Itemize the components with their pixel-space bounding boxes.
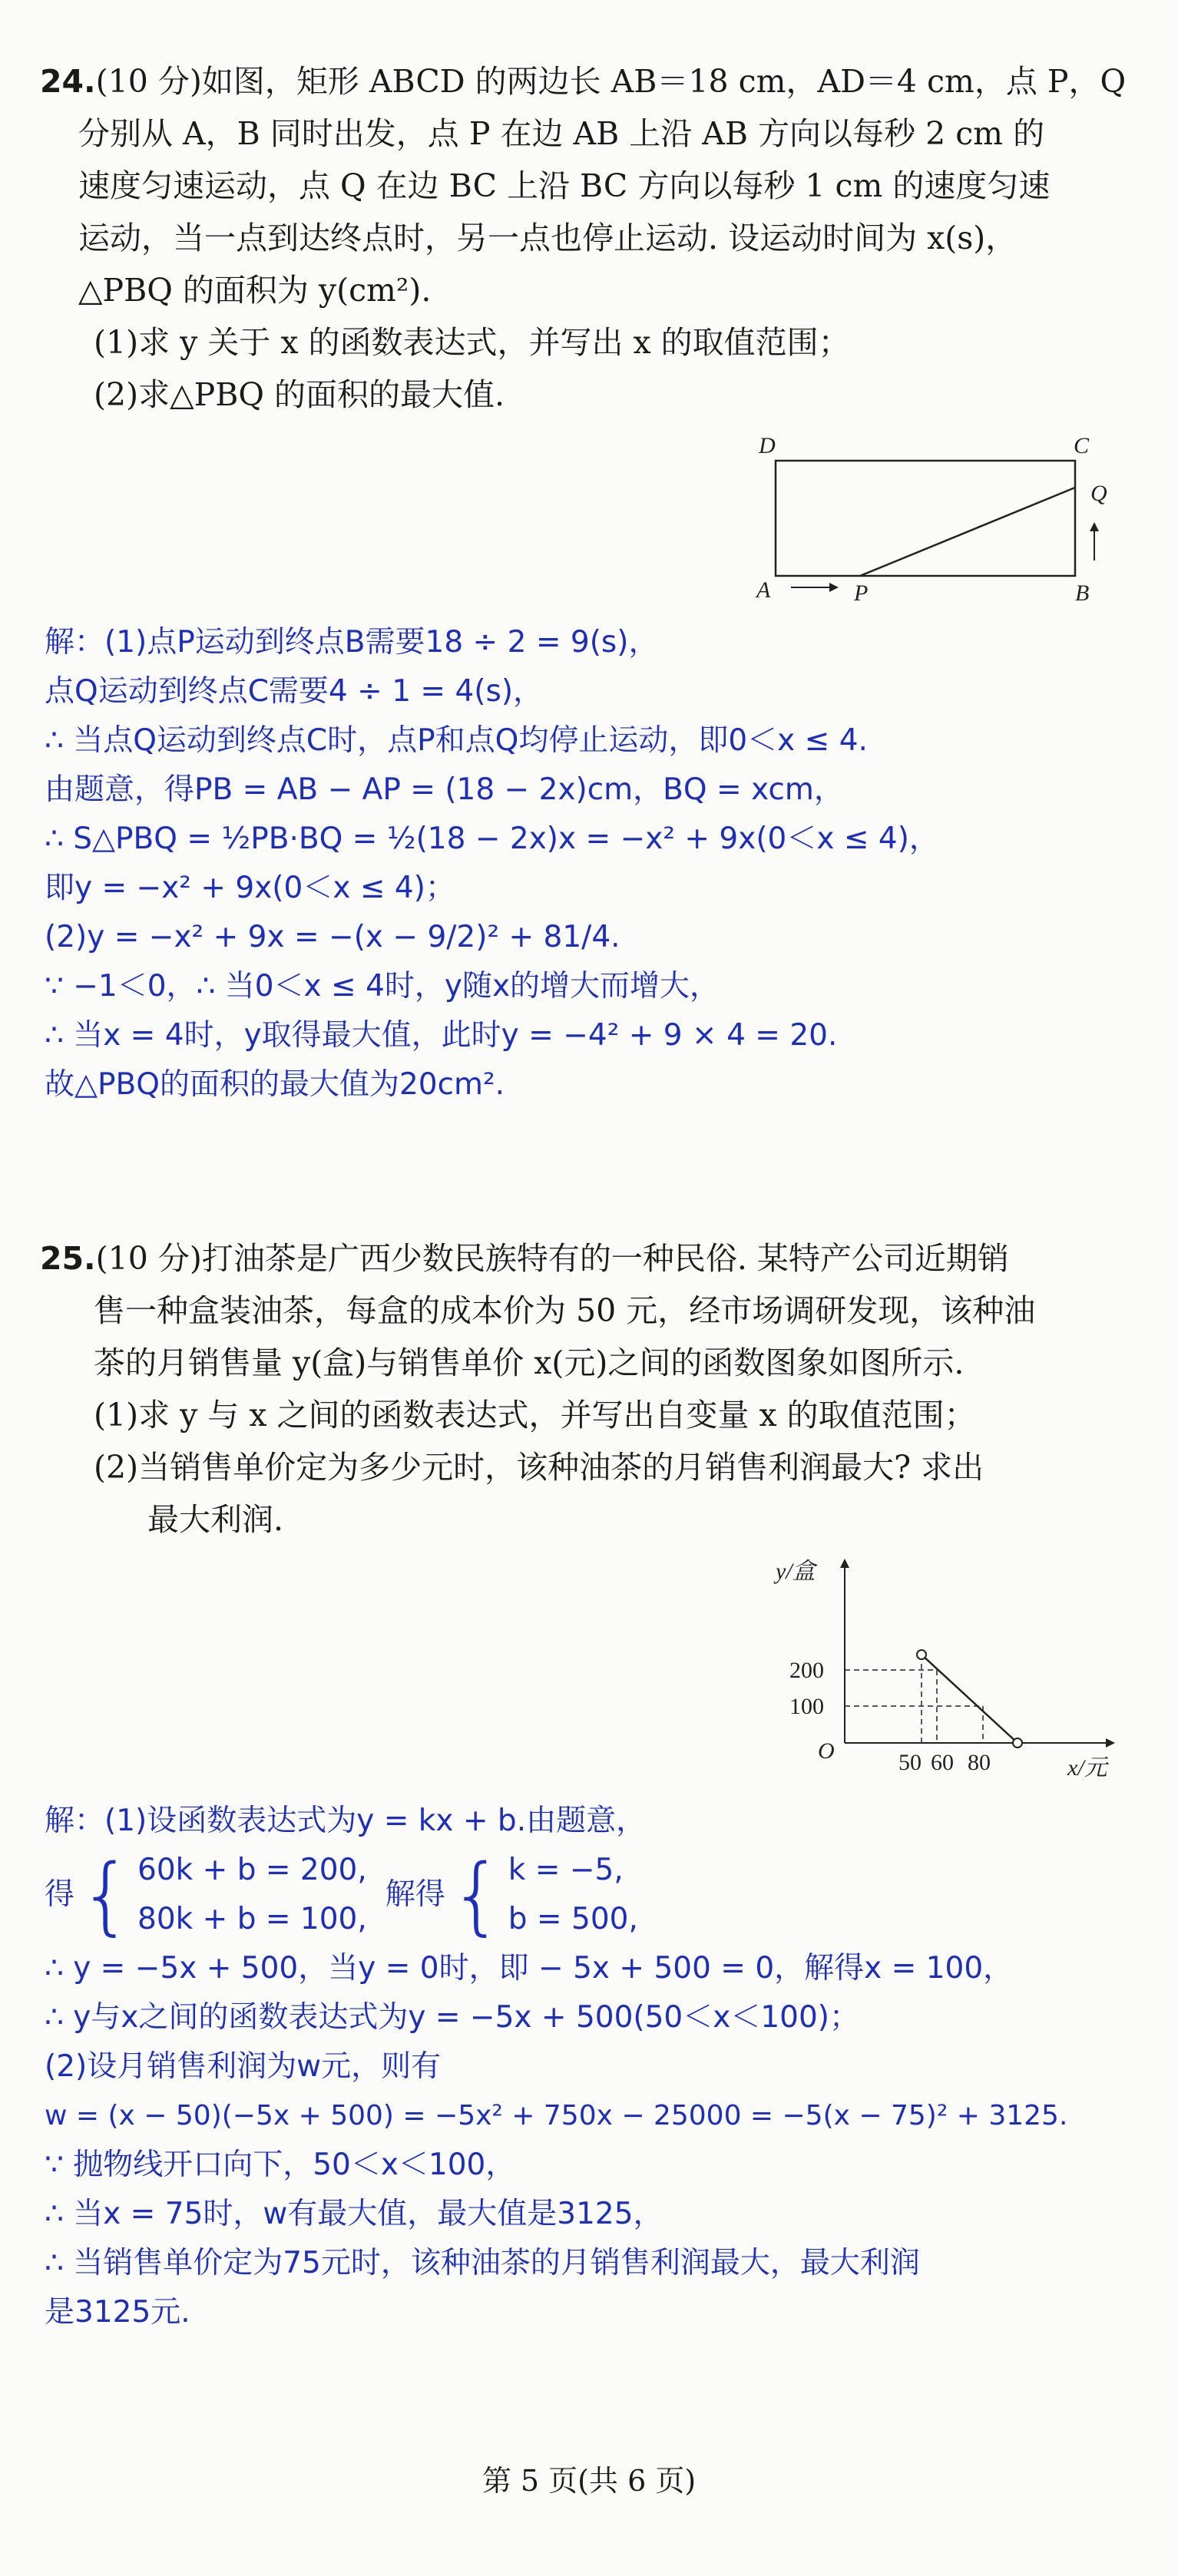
sales-graph <box>760 1551 1121 1781</box>
label-b: B <box>1075 580 1090 606</box>
solution-line: ∴ y = −5x + 500，当y = 0时，即 − 5x + 500 = 0，解得x = 100， <box>45 1951 1014 1986</box>
solution-line: w = (x − 50)(−5x + 500) = −5x² + 750x − 25000 = −5(x − 75)² + 3125. <box>45 2100 1068 2131</box>
page-footer: 第 5 页(共 6 页) <box>481 2464 697 2498</box>
open-endpoint-right <box>1013 1738 1022 1748</box>
question-number: 24. <box>40 63 96 100</box>
x-tick-60: 60 <box>931 1750 954 1775</box>
question-25-line: 最大利润. <box>147 1501 284 1538</box>
label-d: D <box>759 433 776 458</box>
question-25-subquestion: (1)求 y 与 x 之间的函数表达式，并写出自变量 x 的取值范围； <box>94 1397 976 1433</box>
solution-line: 故△PBQ的面积的最大值为20cm². <box>45 1067 505 1102</box>
solution-line: (2)y = −x² + 9x = −(x − 9/2)² + 81/4. <box>45 920 620 954</box>
question-25-subquestion: (2)当销售单价定为多少元时，该种油茶的月销售利润最大? 求出 <box>94 1449 984 1486</box>
label-c: C <box>1074 433 1090 458</box>
question-24 <box>40 55 1127 421</box>
segment-pq <box>860 488 1075 576</box>
question-25 <box>40 1232 1115 1546</box>
label-p: P <box>854 580 869 606</box>
question-24-line: 运动，当一点到达终点时，另一点也停止运动. 设运动时间为 x(s)， <box>78 220 1018 256</box>
x-tick-80: 80 <box>968 1750 991 1775</box>
solution-line: ∴ 当点Q运动到终点C时，点P和点Q均停止运动，即0＜x ≤ 4. <box>45 723 868 758</box>
solution-line: 是3125元. <box>45 2295 190 2330</box>
label-a: A <box>756 577 771 603</box>
label-q: Q <box>1090 481 1107 506</box>
question-25-line: 售一种盒装油茶，每盒的成本价为 50 元，经市场调研发现，该种油 <box>94 1292 1036 1329</box>
function-line <box>922 1655 1018 1743</box>
y-axis-label: y/盒 <box>776 1559 816 1584</box>
question-24-line: 24.(10 分)如图，矩形 ABCD 的两边长 AB＝18 cm，AD＝4 cm，点 P，Q <box>40 63 1127 100</box>
equation: k = −5, <box>508 1853 624 1887</box>
arrow-right-head-icon <box>829 583 839 592</box>
solution-line: ∴ 当销售单价定为75元时，该种油茶的月销售利润最大，最大利润 <box>45 2246 920 2280</box>
equation-system-2 <box>508 1846 638 1944</box>
y-axis-arrow-icon <box>840 1559 849 1568</box>
equation: b = 500, <box>508 1902 638 1936</box>
x-tick-50: 50 <box>898 1750 922 1775</box>
solution-line: ∴ S△PBQ = ½PB·BQ = ½(18 − 2x)x = −x² + 9x(0＜x ≤ 4)， <box>45 822 939 856</box>
question-24-line: 速度匀速运动，点 Q 在边 BC 上沿 BC 方向以每秒 1 cm 的速度匀速 <box>78 167 1051 204</box>
equation: 60k + b = 200, <box>137 1853 367 1887</box>
question-25-line: 茶的月销售量 y(盒)与销售单价 x(元)之间的函数图象如图所示. <box>94 1344 965 1381</box>
equation-systems <box>45 1846 1135 1944</box>
solution-text: 得 <box>45 1877 75 1912</box>
solution-24 <box>45 618 1135 1109</box>
y-tick-100: 100 <box>789 1694 824 1719</box>
rectangle-abcd <box>776 461 1075 576</box>
solution-line: (2)设月销售利润为w元，则有 <box>45 2049 442 2084</box>
solution-line: ∵ −1＜0，∴ 当0＜x ≤ 4时，y随x的增大而增大， <box>45 969 720 1004</box>
solution-line: 解：(1)设函数表达式为y = kx + b.由题意， <box>45 1804 647 1838</box>
equation-system-1 <box>137 1846 367 1944</box>
question-24-subquestion: (2)求△PBQ 的面积的最大值. <box>94 376 505 413</box>
open-endpoint-left <box>917 1650 926 1659</box>
solution-line: ∴ y与x之间的函数表达式为y = −5x + 500(50＜x＜100)； <box>45 2000 859 2035</box>
rectangle-figure <box>753 430 1121 622</box>
question-24-line: 分别从 A，B 同时出发，点 P 在边 AB 上沿 AB 方向以每秒 2 cm 的 <box>78 115 1045 152</box>
solution-25 <box>45 1797 1135 2337</box>
brace-icon: { <box>449 1846 504 1944</box>
x-axis-label: x/元 <box>1067 1755 1107 1781</box>
question-24-subquestion: (1)求 y 关于 x 的函数表达式，并写出 x 的取值范围； <box>94 324 850 361</box>
question-number: 25. <box>40 1240 96 1277</box>
solution-line: ∵ 抛物线开口向下，50＜x＜100， <box>45 2148 516 2182</box>
origin-label: O <box>818 1738 835 1764</box>
y-tick-200: 200 <box>789 1658 824 1683</box>
arrow-up-head-icon <box>1090 522 1099 531</box>
solution-line: 点Q运动到终点C需要4 ÷ 1 = 4(s)， <box>45 674 544 709</box>
x-axis-arrow-icon <box>1106 1738 1115 1748</box>
solution-line: 解：(1)点P运动到终点B需要18 ÷ 2 = 9(s)， <box>45 625 659 660</box>
equation: 80k + b = 100, <box>137 1902 367 1936</box>
brace-icon: { <box>79 1846 134 1944</box>
solution-line: ∴ 当x = 75时，w有最大值，最大值是3125， <box>45 2197 663 2231</box>
solution-text: 解得 <box>385 1877 445 1912</box>
question-24-line: △PBQ 的面积为 y(cm²). <box>78 272 432 309</box>
solution-line: 由题意，得PB = AB − AP = (18 − 2x)cm，BQ = xcm， <box>45 772 844 807</box>
solution-line: ∴ 当x = 4时，y取得最大值，此时y = −4² + 9 × 4 = 20. <box>45 1018 838 1053</box>
solution-line: 即y = −x² + 9x(0＜x ≤ 4)； <box>45 871 455 905</box>
question-25-line: 25.(10 分)打油茶是广西少数民族特有的一种民俗. 某特产公司近期销 <box>40 1240 1009 1277</box>
